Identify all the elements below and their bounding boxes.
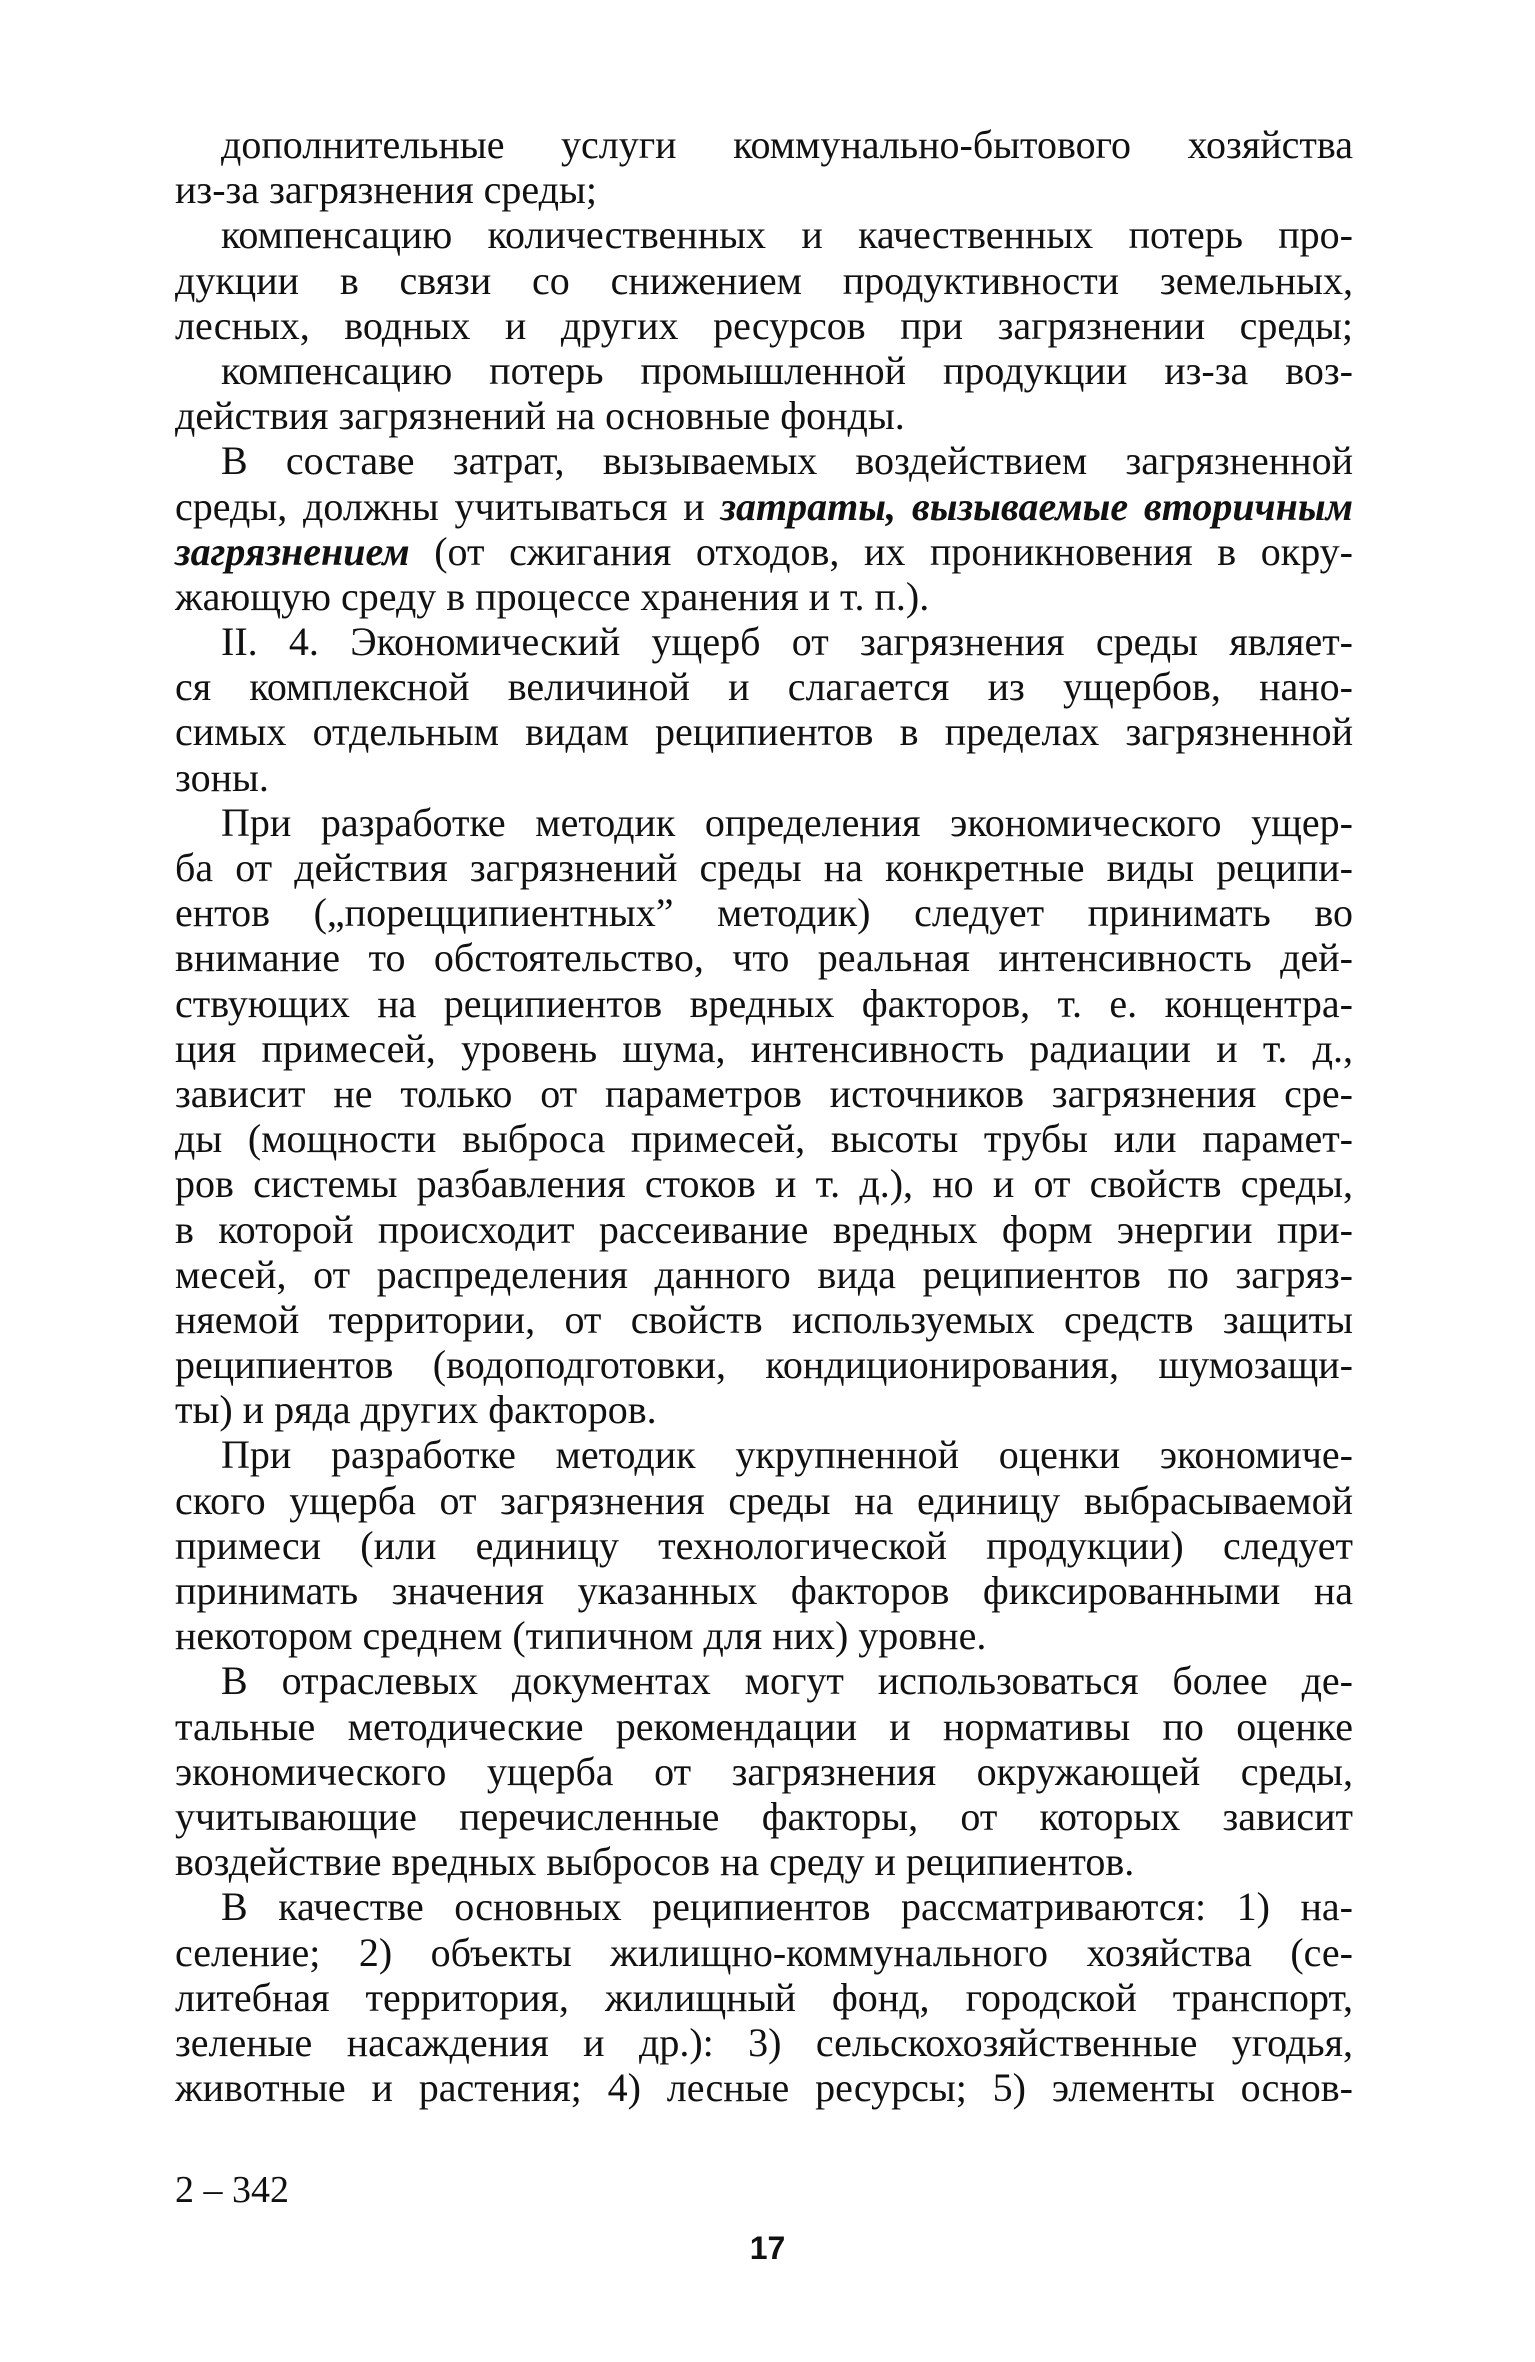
text-line: действия загрязнений на основные фонды. <box>175 393 905 439</box>
text-line: компенсацию количественных и качественных потерь про- <box>221 212 1353 258</box>
text-line: зеленые насаждения и др.): 3) сельскохозяйственные угодья, <box>175 2019 1353 2065</box>
paragraph <box>175 800 1353 1433</box>
text-line: лесных, водных и других ресурсов при загрязнении среды; <box>175 302 1353 348</box>
text-segment: среды, должны учитываться и <box>175 483 721 529</box>
text-line: компенсацию потерь промышленной продукции из-за воз- <box>221 347 1353 393</box>
text-line: При разработке методик укрупненной оценки экономиче- <box>221 1432 1353 1478</box>
text-line <box>175 484 1353 529</box>
text-line: симых отдельным видам реципиентов в пределах загрязненной <box>175 709 1353 755</box>
text-line: воздействие вредных выбросов на среду и реципиентов. <box>175 1839 1135 1885</box>
text-line: В отраслевых документах могут использоваться более де- <box>221 1658 1353 1704</box>
text-line: В качестве основных реципиентов рассматриваются: 1) на- <box>221 1884 1353 1930</box>
text-line: ция примесей, уровень шума, интенсивность радиации и т. д., <box>175 1025 1353 1071</box>
text-line: литебная территория, жилищный фонд, городской транспорт, <box>175 1974 1353 2020</box>
text-line: ского ущерба от загрязнения среды на единицу выбрасываемой <box>175 1477 1353 1523</box>
text-line: При разработке методик определения экономического ущер- <box>221 799 1353 845</box>
page-number: 17 <box>749 2230 786 2266</box>
text-segment: (от сжигания отходов, их проникновения в окру- <box>409 528 1353 574</box>
emphasis-text: затраты, вызываемые вторичным <box>720 483 1353 529</box>
text-line: няемой территории, от свойств используемых средств защиты <box>175 1296 1353 1342</box>
text-line: учитывающие перечисленные факторы, от которых зависит <box>175 1793 1353 1839</box>
paragraph <box>175 348 1353 438</box>
text-line: примеси (или единицу технологической продукции) следует <box>175 1522 1353 1568</box>
paragraph <box>175 212 1353 348</box>
text-line: в которой происходит рассеивание вредных форм энергии при- <box>175 1206 1353 1252</box>
text-line: реципиентов (водоподготовки, кондиционирования, шумозащи- <box>175 1342 1353 1388</box>
text-line: месей, от распределения данного вида реципиентов по загряз- <box>175 1251 1353 1297</box>
text-line: внимание то обстоятельство, что реальная интенсивность дей- <box>175 935 1353 981</box>
text-line: ров системы разбавления стоков и т. д.), но и от свойств среды, <box>175 1161 1353 1207</box>
paragraph <box>175 1658 1353 1884</box>
text-line: ты) и ряда других факторов. <box>175 1387 657 1433</box>
text-line: ды (мощности выброса примесей, высоты трубы или парамет- <box>175 1116 1353 1162</box>
text-line: принимать значения указанных факторов фиксированными на <box>175 1568 1353 1613</box>
paragraph <box>175 1884 1353 2110</box>
text-line: селение; 2) объекты жилищно-коммунального хозяйства (се- <box>175 1929 1353 1975</box>
text-line: тальные методические рекомендации и нормативы по оценке <box>175 1703 1353 1749</box>
paragraph <box>175 122 1353 212</box>
text-line: зависит не только от параметров источников загрязнения сре- <box>175 1070 1353 1116</box>
text-line: дукции в связи со снижением продуктивности земельных, <box>175 257 1353 303</box>
text-line: из-за загрязнения среды; <box>175 167 597 213</box>
text-line: экономического ущерба от загрязнения окружающей среды, <box>175 1748 1353 1794</box>
paragraph <box>175 619 1353 800</box>
text-line <box>175 529 1353 574</box>
page-body <box>175 122 1353 2110</box>
text-line: ба от действия загрязнений среды на конкретные виды реципи- <box>175 845 1353 890</box>
text-line: животные и растения; 4) лесные ресурсы; 5) элементы основ- <box>175 2065 1353 2111</box>
text-line: II. 4. Экономический ущерб от загрязнения среды являет- <box>221 619 1353 665</box>
text-line: В составе затрат, вызываемых воздействием загрязненной <box>221 438 1353 484</box>
signature-mark: 2 – 342 <box>175 2169 289 2211</box>
text-line: ся комплексной величиной и слагается из ущербов, нано- <box>175 664 1353 710</box>
paragraph <box>175 1432 1353 1658</box>
text-line: зоны. <box>175 754 269 800</box>
emphasis-text: загрязнением <box>175 528 410 574</box>
text-line: жающую среду в процессе хранения и т. п.). <box>175 573 930 619</box>
text-line: ствующих на реципиентов вредных факторов, т. е. концентра- <box>175 980 1353 1026</box>
text-line: дополнительные услуги коммунально-бытового хозяйства <box>221 122 1353 167</box>
text-line: некотором среднем (типичном для них) уровне. <box>175 1613 987 1659</box>
text-line: ентов („порецципиентных” методик) следует принимать во <box>175 890 1353 936</box>
paragraph <box>175 438 1353 619</box>
